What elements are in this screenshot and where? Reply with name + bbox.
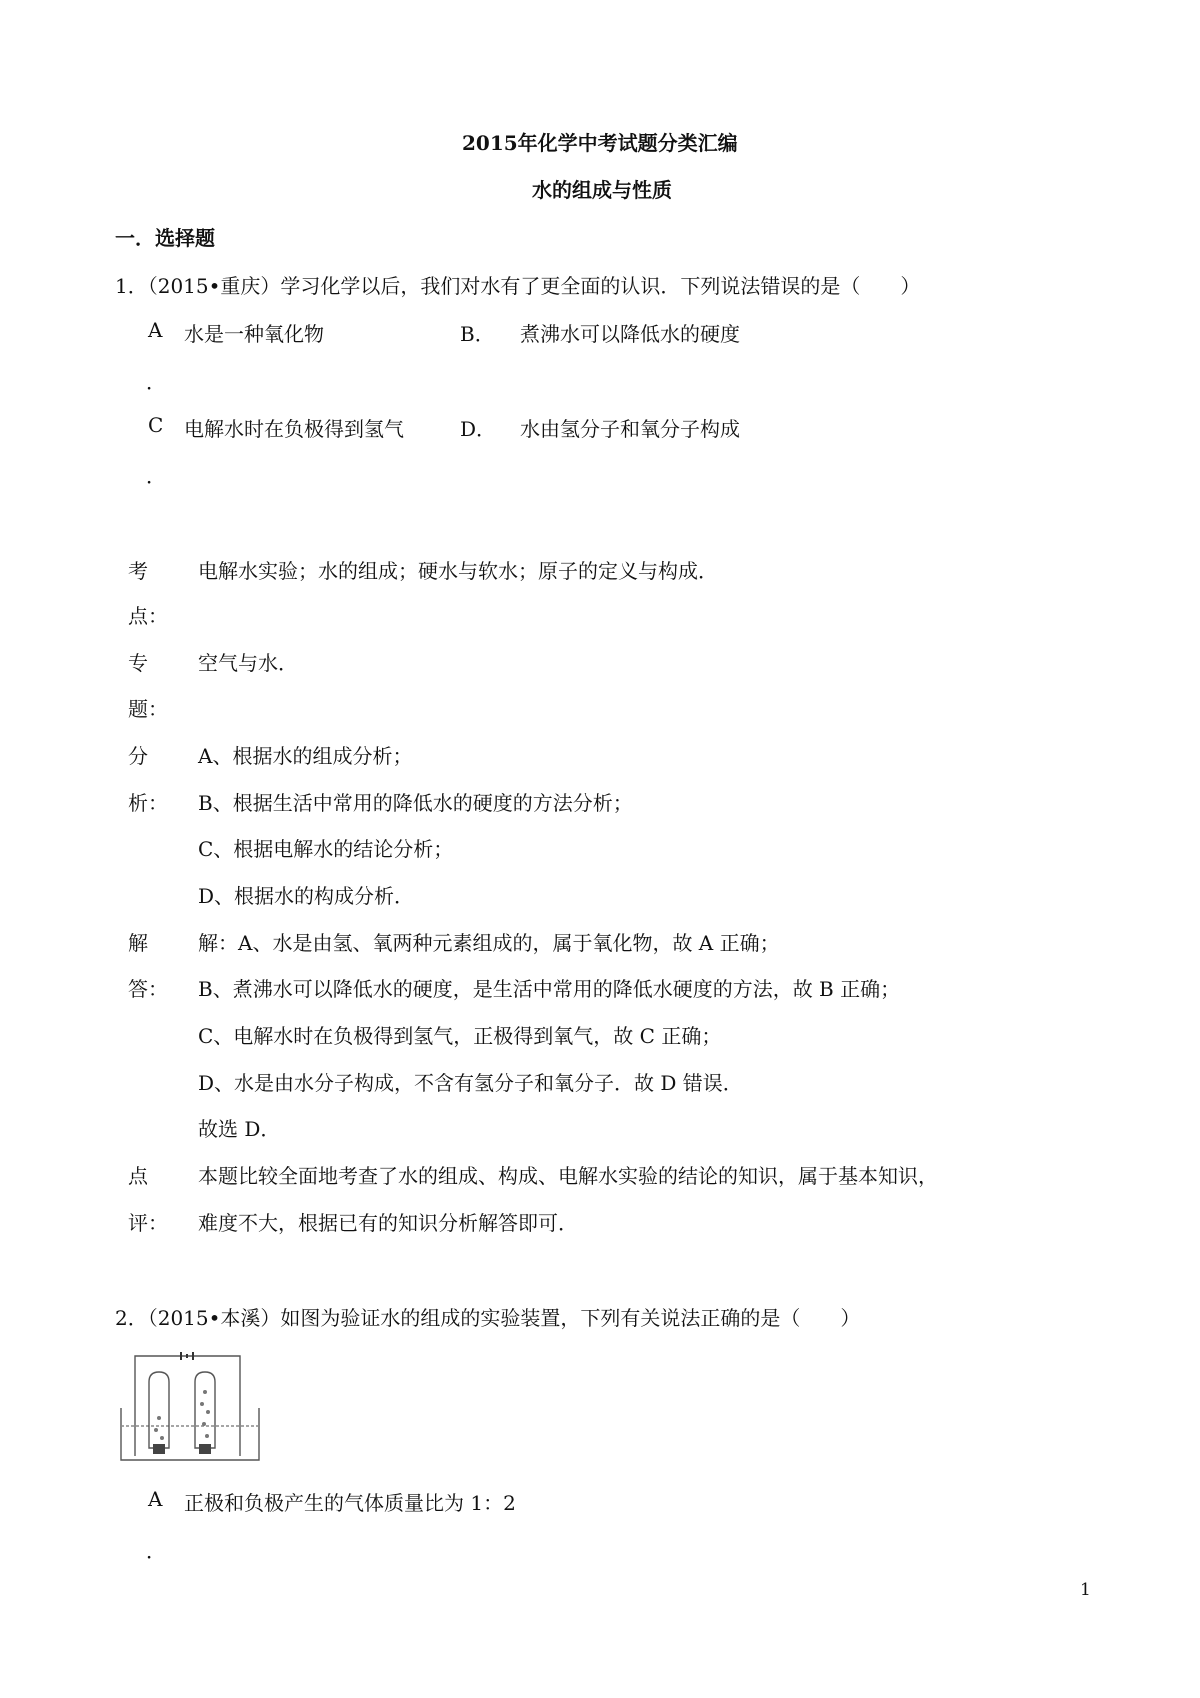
q1-option-b-letter: B．: [460, 322, 495, 346]
jieda-line: D、水是由水分子构成，不含有氢分子和氧分子．故 D 错误．: [198, 1071, 743, 1095]
q1-option-a-text: 水是一种氧化物: [184, 322, 324, 346]
question-2-stem: 2．（2015•本溪）如图为验证水的组成的实验装置，下列有关说法正确的是（ ）: [115, 1306, 861, 1330]
jieda-line: 故选 D．: [198, 1117, 281, 1141]
q1-option-a-letter: A: [148, 318, 163, 342]
page-number: 1: [1080, 1580, 1091, 1600]
jieda-label-1: 解: [128, 931, 148, 955]
fenxi-line: A、根据水的组成分析；: [198, 744, 413, 768]
dianping-label-2: 评：: [128, 1211, 168, 1235]
jieda-line: B、煮沸水可以降低水的硬度，是生活中常用的降低水硬度的方法，故 B 正确；: [198, 977, 901, 1001]
page-subtitle: 水的组成与性质: [532, 178, 672, 202]
fenxi-line: D、根据水的构成分析．: [198, 884, 415, 908]
fenxi-line: B、根据生活中常用的降低水的硬度的方法分析；: [198, 791, 633, 815]
fenxi-label-2: 析：: [128, 791, 168, 815]
dianping-line: 难度不大，根据已有的知识分析解答即可．: [198, 1211, 578, 1235]
kaodian-label-1: 考: [128, 559, 148, 583]
dianping-label-1: 点: [128, 1164, 148, 1188]
electrolysis-apparatus-icon: [115, 1348, 265, 1468]
jieda-label-2: 答：: [128, 977, 168, 1001]
question-1-stem: 1．（2015•重庆）学习化学以后，我们对水有了更全面的认识．下列说法错误的是（ ）: [115, 274, 921, 298]
page-title: 2015年化学中考试题分类汇编: [462, 131, 738, 155]
dianping-line: 本题比较全面地考查了水的组成、构成、电解水实验的结论的知识，属于基本知识，: [198, 1164, 938, 1188]
fenxi-line: C、根据电解水的结论分析；: [198, 837, 454, 861]
q1-option-d-letter: D．: [460, 417, 497, 441]
kaodian-text: 电解水实验；水的组成；硬水与软水；原子的定义与构成．: [198, 559, 718, 583]
section-heading: 一．选择题: [115, 226, 215, 250]
zhuanti-label-1: 专: [128, 651, 148, 675]
q2-option-a-text: 正极和负极产生的气体质量比为 1：2: [184, 1491, 516, 1515]
zhuanti-text: 空气与水．: [198, 651, 298, 675]
q2-option-a-letter: A: [148, 1487, 163, 1511]
q1-option-dot: ．: [146, 464, 166, 488]
q1-option-dot: ．: [146, 370, 166, 394]
q2-option-dot: ．: [146, 1539, 166, 1563]
kaodian-label-2: 点：: [128, 604, 168, 628]
jieda-line: C、电解水时在负极得到氢气，正极得到氧气，故 C 正确；: [198, 1024, 722, 1048]
zhuanti-label-2: 题：: [128, 697, 168, 721]
jieda-line: 解：A、水是由氢、氧两种元素组成的，属于氧化物，故 A 正确；: [198, 931, 780, 955]
q1-option-d-text: 水由氢分子和氧分子构成: [520, 417, 740, 441]
q1-option-c-text: 电解水时在负极得到氢气: [184, 417, 404, 441]
fenxi-label-1: 分: [128, 744, 148, 768]
q1-option-b-text: 煮沸水可以降低水的硬度: [520, 322, 740, 346]
q1-option-c-letter: C: [148, 413, 164, 437]
